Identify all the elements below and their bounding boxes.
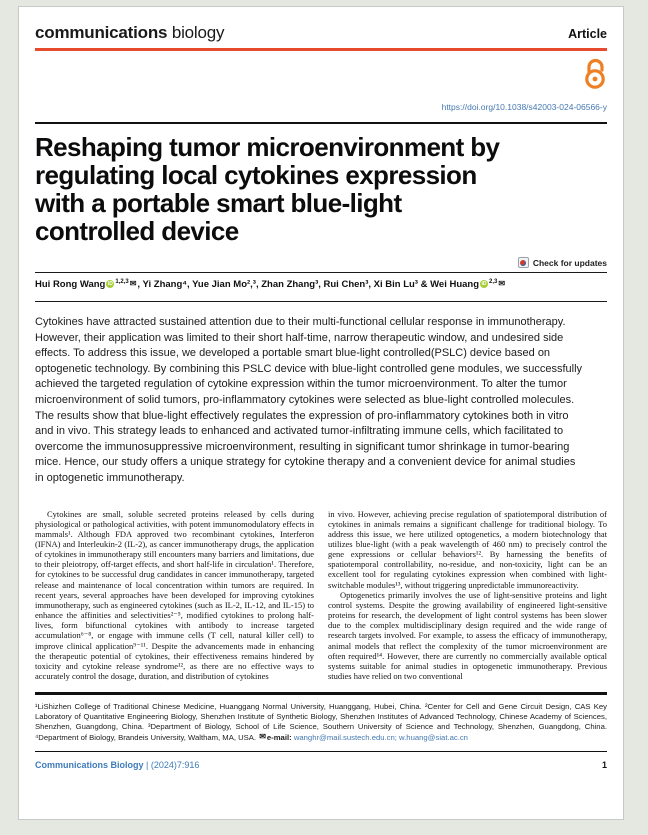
authors-middle: , Yi Zhang⁴, Yue Jian Mo²,³, Zhan Zhang³, Rui Chen³, Xi Bin Lu³ & [137,279,431,290]
envelope-icon[interactable]: ✉ [129,279,137,288]
footnote-separator-rule [35,692,607,695]
abstract-text: Cytokines have attracted sustained attention due to their multi-functional cellular response in immunotherapy. However, their application was limited to their short half-time, narrow therapeutic window, and undesired side effects. To address this issue, we developed a portable smart blue-light controlled(PSLC) device based on optogenetic technology. By combining this PSLC device with blue-light controlled gene modules, we successfully achieved the targeted regulation of cytokine expression within the tumor microenvironment. To alter the tumor microenvironment of solid tumors, pro-inflammatory cytokines were selected as blue-light controlled molecules. The results show that blue-light effectively regulates the expression of pro-inflammatory cytokines both in vitro and in vivo. This strategy leads to enhanced and activated tumor-infiltrating immune cells, which facilitated to overcome the immunosuppressive microenvironment, resulting in significant tumor shrinkage in tumor-bearing mice. Hence, our study offers a unique strategy for cytokine therapy and a convenient device for animal studies in optogenetic immunotherapy. [35,316,583,484]
brand-rule [35,48,607,51]
affiliations-footnote [35,702,607,744]
check-for-updates-label: Check for updates [532,257,607,268]
authors-bottom-rule [35,301,607,302]
author-list [35,273,607,297]
footer-rule [35,751,607,753]
article-page [18,6,624,820]
body-paragraph: in vivo. However, achieving precise regulation of spatiotemporal distribution of cytokines in animals remains a significant challenge for traditional biology. To address this issue, we here utilized optogenetics, a modern biotechnology that utilizes blue-light (with a peak wavelength of 460 nm) to precisely control the gene expressions or cellular behaviors¹². By harnessing the benefits of spatiotemporal controllability, no-residue, and non-toxicity, light can be an excellent tool for regulating cytokines expression when combined with light-switchable modules¹³, without triggering unpredictable immunoreactivity. [328,508,607,590]
author-huang: Wei Huang [430,279,480,290]
doi-link[interactable]: https://doi.org/10.1038/s42003-024-06566-y [441,102,607,112]
author-huang-affiliations: 2,3 [489,279,498,285]
journal-citation[interactable] [35,760,199,770]
page-footer [35,760,607,770]
title-line-3: with a portable smart blue-light [35,188,402,218]
page-number: 1 [601,760,607,770]
orcid-icon[interactable]: iD [481,281,487,287]
body-left-column [35,509,314,682]
title-line-1: Reshaping tumor microenvironment by [35,132,500,162]
article-type-label: Article [568,27,607,41]
check-for-updates-badge[interactable] [35,257,607,268]
title-line-4: controlled device [35,216,239,246]
author-wang-affiliations: 1,2,3 [115,279,129,285]
masthead [35,23,607,43]
email-label: e-mail: [266,733,294,743]
body-paragraph: Optogenetics primarily involves the use of light-sensitive proteins and light control systems. Despite the growing availability of engineered light-sensitive proteins for research, the development of light control systems has been slower due to the complex multidisciplinary design required and the wide range of research targets involved. For example, to assess the efficacy of immunotherapy, animal models that reflect the complexity of the tumor microenvironment are often required¹⁴. However, there are currently no commercially available optical systems suitable for animal studies in optogenetic immunotherapy. Previous studies have relied on two conventional [328,589,607,682]
body-columns [35,509,607,682]
orcid-icon[interactable]: iD [107,281,113,287]
citation-text: | (2024)7:916 [143,760,200,770]
envelope-icon: ✉ [259,732,266,742]
body-paragraph: Cytokines are small, soluble secreted proteins released by cells during physiological or pathological activities, with potent immunomodulatory effects in mammals¹. Although FDA approved two recombinant cytokines, Interferon (IFNA) and Interleukin-2 (IL-2), as cancer immunotherapy drugs, the application of cytokines in immunotherapy still encounters many barriers and limitations, due to their pleiotropy, off-target effects, and short half-life in circulation¹. Therefore, for cytokines to be successful drug candidates in cancer immunotherapy, targeted release and maintenance of local concentration within tumors are required. In recent years, several approaches have been developed for improving cytokines immunotherapy, such as engineered cytokines (such as IL-2, IL-12, and IL-15) to enhance the affinities and selectivities²⁻⁵, modified cytokines to prolong half-lives, form bifunctional cytokines with antibody to increase targeted accumulation⁶⁻⁸, or engage with immune cells (T cell, natural killer cell) to improve clinical application⁹⁻¹¹. Despite the advancements made in enhancing the therapeutic potential of cytokines, their effectiveness remains hindered by toxicity and cytokine release syndrome¹², as there are no effective ways to accurately control the dosage, duration, and distribution of cytokines [35,508,314,682]
affiliations-text: ¹LiShizhen College of Traditional Chinese Medicine, Huanggang Normal University, Huanggang, Hubei, China. ²Center for Cell and Gene Circuit Design, CAS Key Laboratory of Quantitative Engineering Biology, Shenzhen Institute of Synthetic Biology, Shenzhen Institutes of Advanced Technology, Chinese Academy of Sciences, Shenzhen, Guangdong, China. ³Department of Biology, School of Life Science, Southern University of Science and Technology, Shenzhen, Guangdong, China. ⁴Department of Biology, Brandeis University, Waltham, MA, USA. [35,701,607,743]
author-wang: Hui Rong Wang [35,279,106,290]
journal-wordmark [35,23,224,43]
body-right-column [328,509,607,682]
email-links[interactable]: wanghr@mail.sustech.edu.cn; w.huang@siat.ac.cn [293,733,468,743]
open-access-icon [583,58,607,90]
article-title [35,133,607,245]
wordmark-biology: biology [171,23,225,42]
title-top-rule [35,122,607,124]
journal-name: Communications Biology [35,760,144,770]
wordmark-communications: communications [35,23,168,42]
envelope-icon[interactable]: ✉ [498,279,506,288]
crossmark-icon [518,257,529,268]
title-line-2: regulating local cytokines expression [35,160,477,190]
